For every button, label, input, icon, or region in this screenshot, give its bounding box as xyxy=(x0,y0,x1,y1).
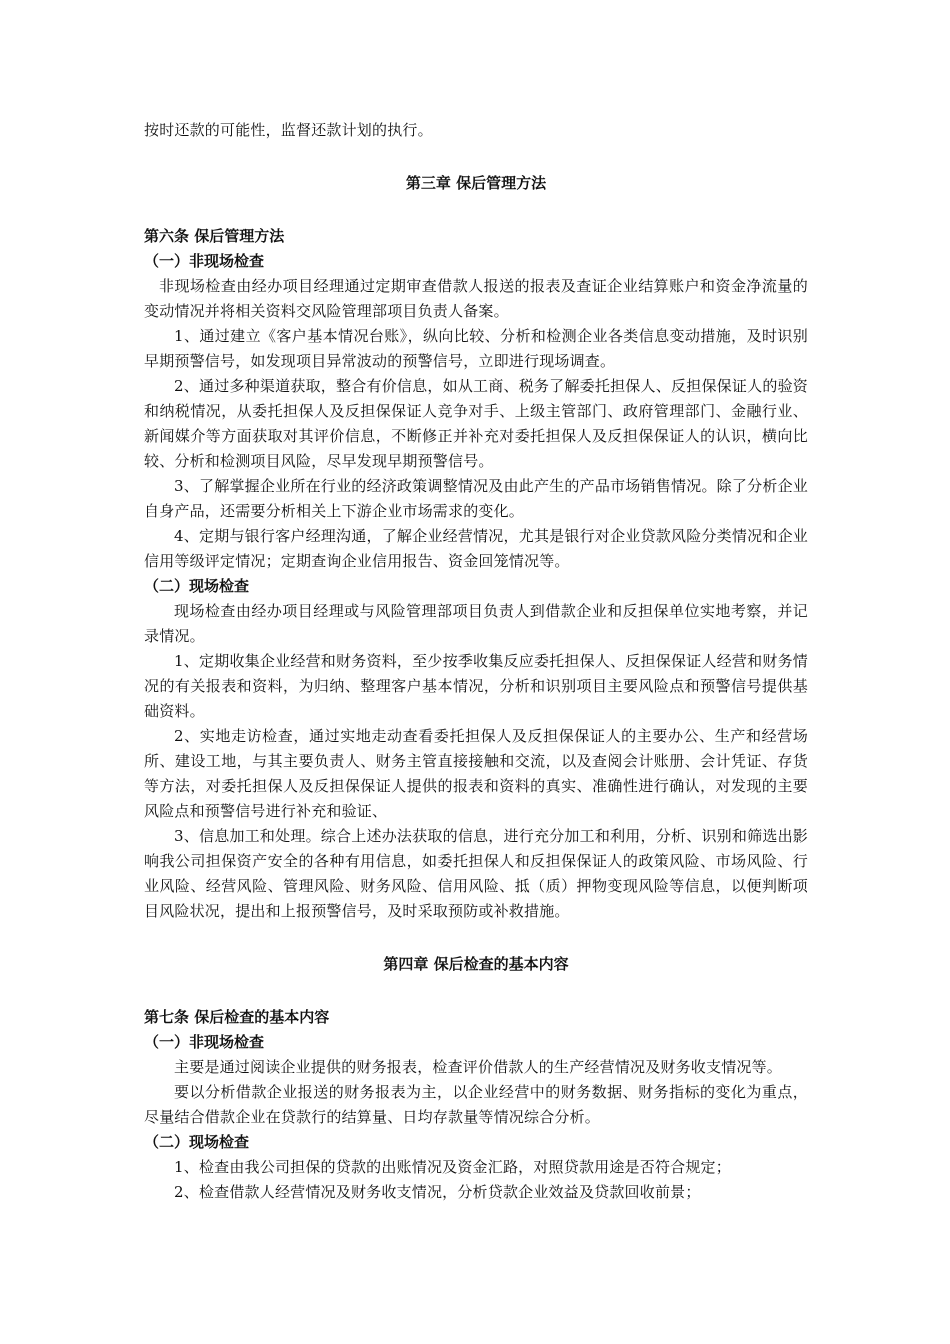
article-6-onsite-item-3: 3、信息加工和处理。综合上述办法获取的信息，进行充分加工和利用，分析、识别和筛选出影响我公司担保资产安全的各种有用信息，如委托担保人和反担保保证人的政策风险、市场风险、行业风险、经营风险、管理风险、财务风险、信用风险、抵（质）押物变现风险等信息，以便判断项目风险状况，提出和上报预警信号，及时采取预防或补救措施。 xyxy=(144,827,808,920)
article-6-offsite-item-1: 1、通过建立《客户基本情况台账》，纵向比较、分析和检测企业各类信息变动措施，及时识别早期预警信号，如发现项目异常波动的预警信号，立即进行现场调查。 xyxy=(144,327,808,370)
article-6-offsite-item-3: 3、了解掌握企业所在行业的经济政策调整情况及由此产生的产品市场销售情况。除了分析企业自身产品，还需要分析相关上下游企业市场需求的变化。 xyxy=(144,477,808,520)
article-6-offsite-item-4: 4、定期与银行客户经理沟通，了解企业经营情况，尤其是银行对企业贷款风险分类情况和企业信用等级评定情况；定期查询企业信用报告、资金回笼情况等。 xyxy=(144,527,808,570)
article-7-onsite-item-2: 2、检查借款人经营情况及财务收支情况，分析贷款企业效益及贷款回收前景； xyxy=(174,1183,701,1201)
article-6-onsite-item-1: 1、定期收集企业经营和财务资料，至少按季收集反应委托担保人、反担保保证人经营和财务情况的有关报表和资料，为归纳、整理客户基本情况，分析和识别项目主要风险点和预警信号提供基础资料。 xyxy=(144,652,808,720)
article-6-onsite-heading: （二）现场检查 xyxy=(144,577,250,595)
article-6-title: 第六条 保后管理方法 xyxy=(144,227,285,245)
article-7-offsite-heading: （一）非现场检查 xyxy=(144,1033,265,1051)
document-page xyxy=(144,118,808,1205)
continuation-paragraph: 按时还款的可能性，监督还款计划的执行。 xyxy=(144,121,433,139)
chapter-3-title: 第三章 保后管理方法 xyxy=(405,174,547,192)
article-7-onsite-heading: （二）现场检查 xyxy=(144,1133,250,1151)
article-7-offsite-paragraph-2: 要以分析借款企业报送的财务报表为主，以企业经营中的财务数据、财务指标的变化为重点，尽量结合借款企业在贷款行的结算量、日均存款量等情况综合分析。 xyxy=(144,1083,808,1126)
article-7-offsite-paragraph-1: 主要是通过阅读企业提供的财务报表，检查评价借款人的生产经营情况及财务收支情况等。 xyxy=(174,1058,783,1076)
article-7-title: 第七条 保后检查的基本内容 xyxy=(144,1008,330,1026)
article-6-onsite-item-2: 2、实地走访检查，通过实地走动查看委托担保人及反担保保证人的主要办公、生产和经营场所、建设工地，与其主要负责人、财务主管直接接触和交流，以及查阅会计账册、会计凭证、存货等方法，对委托担保人及反担保保证人提供的报表和资料的真实、准确性进行确认，对发现的主要风险点和预警信号进行补充和验证、 xyxy=(144,727,808,820)
article-6-onsite-intro: 现场检查由经办项目经理或与风险管理部项目负责人到借款企业和反担保单位实地考察，并记录情况。 xyxy=(144,602,808,645)
chapter-4-title: 第四章 保后检查的基本内容 xyxy=(383,955,569,973)
article-7-onsite-item-1: 1、检查由我公司担保的贷款的出账情况及资金汇路，对照贷款用途是否符合规定； xyxy=(174,1158,731,1176)
article-6-offsite-heading: （一）非现场检查 xyxy=(144,252,265,270)
article-6-offsite-intro: 非现场检查由经办项目经理通过定期审查借款人报送的报表及查证企业结算账户和资金净流量的变动情况并将相关资料交风险管理部项目负责人备案。 xyxy=(144,277,808,320)
article-6-offsite-item-2: 2、通过多种渠道获取，整合有价信息，如从工商、税务了解委托担保人、反担保保证人的验资和纳税情况，从委托担保人及反担保保证人竞争对手、上级主管部门、政府管理部门、金融行业、新闻媒介等方面获取对其评价信息，不断修正并补充对委托担保人及反担保保证人的认识，横向比较、分析和检测项目风险，尽早发现早期预警信号。 xyxy=(144,377,808,470)
